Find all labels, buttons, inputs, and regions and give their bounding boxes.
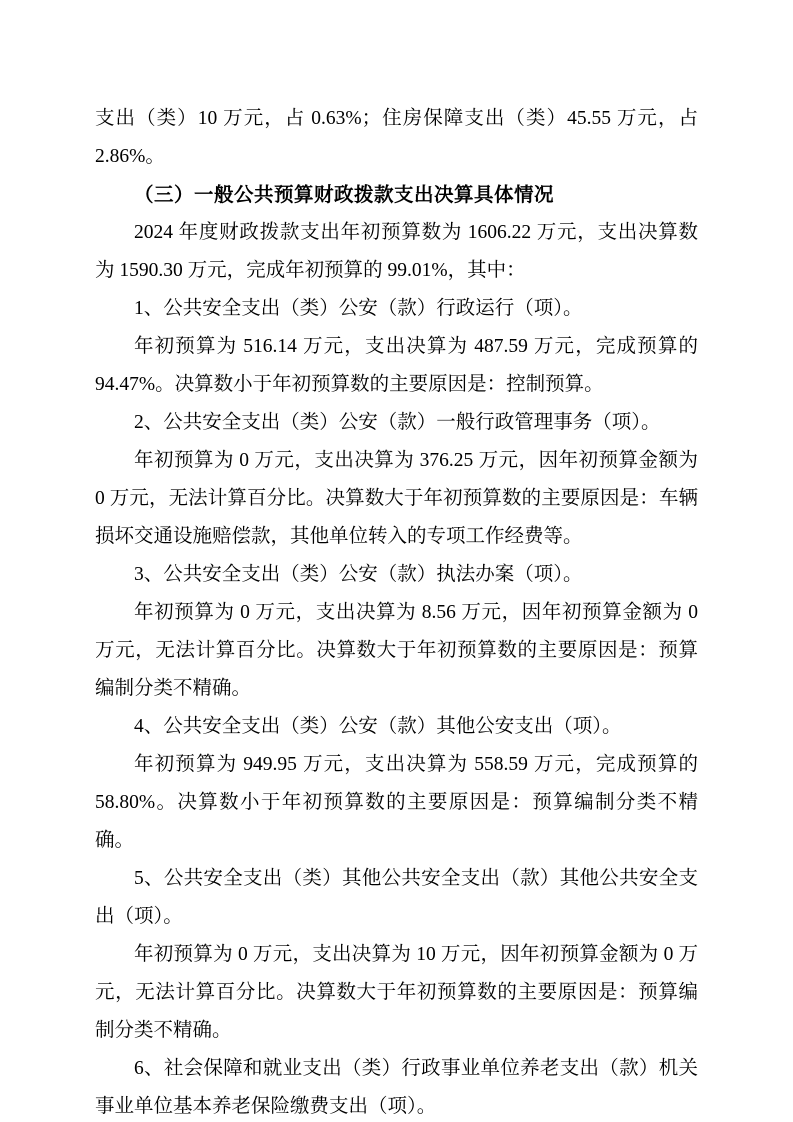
- paragraph-item-2-detail: 年初预算为 0 万元，支出决算为 376.25 万元，因年初预算金额为 0 万元，无法计算百分比。决算数大于年初预算数的主要原因是：车辆损坏交通设施赔偿款，其他单位转入的专项工作经费等。: [95, 450, 698, 547]
- paragraph-item-5-detail: 年初预算为 0 万元，支出决算为 10 万元，因年初预算金额为 0 万元，无法计算百分比。决算数大于年初预算数的主要原因是：预算编制分类不精确。: [95, 944, 698, 1041]
- paragraph-item-3-title: 3、公共安全支出（类）公安（款）执法办案（项）。: [134, 564, 583, 585]
- paragraph-item-1-detail: 年初预算为 516.14 万元，支出决算为 487.59 万元，完成预算的 94.47%。决算数小于年初预算数的主要原因是：控制预算。: [95, 336, 698, 395]
- paragraph-item-4-title: 4、公共安全支出（类）公安（款）其他公安支出（项）。: [134, 716, 622, 737]
- section-heading: （三）一般公共预算财政拨款支出决算具体情况: [134, 184, 555, 206]
- paragraph-item-2-title: 2、公共安全支出（类）公安（款）一般行政管理事务（项）。: [134, 412, 661, 433]
- paragraph-item-4-detail: 年初预算为 949.95 万元，支出决算为 558.59 万元，完成预算的 58.80%。决算数小于年初预算数的主要原因是：预算编制分类不精确。: [95, 754, 698, 851]
- paragraph-item-5-title: 5、公共安全支出（类）其他公共安全支出（款）其他公共安全支出（项）。: [95, 868, 698, 927]
- paragraph-item-1-title: 1、公共安全支出（类）公安（款）行政运行（项）。: [134, 298, 583, 319]
- document-body: [95, 100, 698, 1122]
- paragraph-summary: 2024 年度财政拨款支出年初预算数为 1606.22 万元，支出决算数为 1590.30 万元，完成年初预算的 99.01%，其中：: [95, 222, 698, 281]
- paragraph-item-6-title: 6、社会保障和就业支出（类）行政事业单位养老支出（款）机关事业单位基本养老保险缴费支出（项）。: [95, 1058, 698, 1117]
- paragraph-continuation: 支出（类）10 万元，占 0.63%；住房保障支出（类）45.55 万元，占 2.86%。: [95, 108, 698, 167]
- paragraph-item-3-detail: 年初预算为 0 万元，支出决算为 8.56 万元，因年初预算金额为 0 万元，无法计算百分比。决算数大于年初预算数的主要原因是：预算编制分类不精确。: [95, 602, 698, 699]
